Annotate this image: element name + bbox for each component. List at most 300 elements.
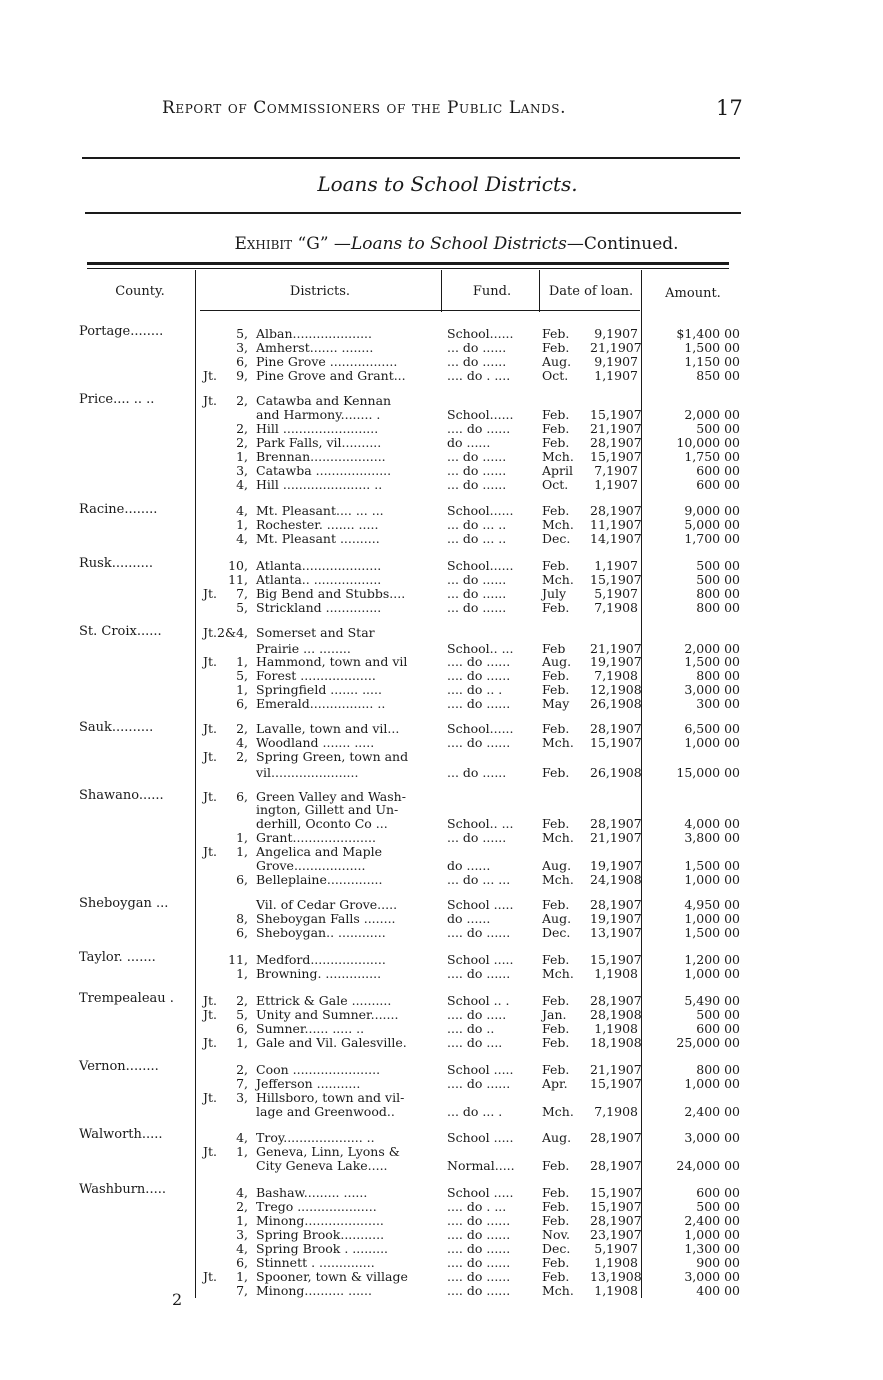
- table-row: [0, 394, 883, 408]
- cell-day: 5,1907: [594, 1241, 638, 1256]
- table-row: [0, 626, 883, 640]
- cell-month: Feb.: [542, 1021, 570, 1036]
- table-row: [0, 408, 883, 422]
- cell-jt: Jt.: [203, 749, 218, 764]
- table-row: [0, 1077, 883, 1091]
- table-row: [0, 1159, 883, 1173]
- table-row: [0, 341, 883, 355]
- cell-num: 6,: [236, 925, 248, 940]
- cell-fund: .... do ......: [447, 696, 511, 711]
- cell-jt: Jt.: [203, 1007, 218, 1022]
- table-row: [0, 559, 883, 573]
- table-row: [0, 655, 883, 669]
- cell-amount: 400 00: [696, 1283, 740, 1298]
- cell-day: 7,1908: [594, 600, 638, 615]
- cell-fund: .... do . ....: [447, 368, 511, 383]
- cell-num: 6,: [236, 696, 248, 711]
- cell-amount: 6,500 00: [684, 721, 740, 736]
- table-row: [0, 697, 883, 711]
- table-row: [0, 1145, 883, 1159]
- cell-month: Dec.: [542, 531, 571, 546]
- cell-amount: 1,500 00: [684, 925, 740, 940]
- county-taylor: Taylor. .......: [79, 950, 156, 965]
- cell-fund: .... do ......: [447, 735, 511, 750]
- cell-num: 4,: [236, 1185, 248, 1200]
- table-row: [0, 967, 883, 981]
- signature-mark: 2: [172, 1290, 183, 1309]
- cell-day: 23,1907: [590, 1227, 642, 1242]
- cell-amount: 2,000 00: [684, 407, 740, 422]
- cell-month: Feb.: [542, 1213, 570, 1228]
- cell-day: 12,1908: [590, 682, 642, 697]
- cell-amount: 25,000 00: [676, 1035, 740, 1050]
- table-row: [0, 601, 883, 615]
- cell-amount: 1,150 00: [684, 354, 740, 369]
- cell-amount: 300 00: [696, 696, 740, 711]
- cell-day: 1,1907: [594, 368, 638, 383]
- cell-month: Feb.: [542, 503, 570, 518]
- col-header-date: Date of loan.: [548, 284, 634, 299]
- cell-day: 15,1907: [590, 1199, 642, 1214]
- cell-num: 1,: [236, 1269, 248, 1284]
- cell-num: 8,: [236, 911, 248, 926]
- cell-day: 28,1908: [590, 1007, 642, 1022]
- cell-district: lage and Greenwood..: [256, 1104, 395, 1119]
- cell-fund: .... do ......: [447, 1283, 511, 1298]
- cell-fund: .... do . ...: [447, 1199, 507, 1214]
- cell-fund: ... do ......: [447, 830, 507, 845]
- cell-num: 5,: [236, 600, 248, 615]
- cell-num: 7,: [236, 586, 248, 601]
- cell-day: 5,1907: [594, 586, 638, 601]
- cell-district: Bashaw......... ......: [256, 1185, 368, 1200]
- cell-num: 1,: [236, 449, 248, 464]
- cell-fund: .... do ..: [447, 1021, 495, 1036]
- table-row: [0, 1242, 883, 1256]
- cell-district: Pine Grove .................: [256, 354, 398, 369]
- cell-district: Grove..................: [256, 858, 366, 873]
- cell-month: Feb.: [542, 668, 570, 683]
- cell-fund: ... do ......: [447, 600, 507, 615]
- cell-fund: .... do .. .: [447, 682, 503, 697]
- table-row: [0, 450, 883, 464]
- cell-fund: ... do ......: [447, 572, 507, 587]
- cell-fund: do ......: [447, 911, 491, 926]
- cell-district: Springfield ....... .....: [256, 682, 382, 697]
- cell-amount: 600 00: [696, 1021, 740, 1036]
- cell-day: 21,1907: [590, 641, 642, 656]
- section-title: Loans to School Districts.: [317, 172, 578, 196]
- table-row: [0, 722, 883, 736]
- cell-amount: 3,000 00: [684, 1130, 740, 1145]
- cell-fund: School .....: [447, 1062, 514, 1077]
- cell-district: Trego ....................: [256, 1199, 377, 1214]
- table-row: [0, 736, 883, 750]
- cell-district: ington, Gillett and Un-: [256, 802, 399, 817]
- cell-num: 5,: [236, 1007, 248, 1022]
- cell-amount: 1,000 00: [684, 1076, 740, 1091]
- cell-fund: School......: [447, 503, 514, 518]
- table-row: [0, 831, 883, 845]
- cell-num: 3,: [236, 1090, 248, 1105]
- cell-day: 28,1907: [590, 1130, 642, 1145]
- cell-month: Aug.: [542, 858, 572, 873]
- cell-district: Catawba ...................: [256, 463, 392, 478]
- running-header-title: Report of Commissioners of the Public Lands.: [162, 98, 567, 118]
- county-rusk: Rusk..........: [79, 556, 154, 571]
- cell-fund: ... do ... ..: [447, 517, 507, 532]
- cell-amount: 2,000 00: [684, 641, 740, 656]
- cell-district: Strickland ..............: [256, 600, 382, 615]
- table-row: [0, 766, 883, 780]
- cell-district: Green Valley and Wash-: [256, 789, 406, 804]
- cell-num: 5,: [236, 668, 248, 683]
- cell-district: Medford...................: [256, 952, 386, 967]
- cell-num: 7,: [236, 1283, 248, 1298]
- cell-num: 1,: [236, 966, 248, 981]
- cell-fund: School.. ...: [447, 816, 514, 831]
- cell-district: Hill ...................... ..: [256, 477, 383, 492]
- cell-num: 6,: [236, 354, 248, 369]
- cell-jt: Jt.: [203, 844, 218, 859]
- cell-fund: .... do ......: [447, 1241, 511, 1256]
- cell-day: 11,1907: [590, 517, 642, 532]
- cell-amount: 600 00: [696, 477, 740, 492]
- cell-month: Mch.: [542, 1283, 574, 1298]
- cell-district: Mt. Pleasant ..........: [256, 531, 380, 546]
- cell-month: Mch.: [542, 872, 574, 887]
- table-top-rule: [87, 262, 729, 265]
- cell-amount: 1,000 00: [684, 735, 740, 750]
- cell-month: July: [542, 586, 567, 601]
- exhibit-prefix: Exhibit “G” —: [234, 234, 351, 254]
- cell-day: 28,1907: [590, 897, 642, 912]
- cell-day: 14,1907: [590, 531, 642, 546]
- cell-district: Mt. Pleasant.... ... ...: [256, 503, 384, 518]
- cell-amount: 2,400 00: [684, 1104, 740, 1119]
- cell-month: Feb.: [542, 326, 570, 341]
- cell-district: Hill ........................: [256, 421, 379, 436]
- cell-day: 1,1908: [594, 1021, 638, 1036]
- cell-jt: Jt.: [203, 1035, 218, 1050]
- table-row: [0, 994, 883, 1008]
- cell-amount: 3,800 00: [684, 830, 740, 845]
- table-row: [0, 1284, 883, 1298]
- cell-num: 10,: [228, 558, 248, 573]
- cell-amount: 800 00: [696, 1062, 740, 1077]
- cell-district: vil......................: [256, 765, 359, 780]
- cell-day: 15,1907: [590, 572, 642, 587]
- cell-day: 28,1907: [590, 1158, 642, 1173]
- cell-fund: ... do ......: [447, 586, 507, 601]
- cell-amount: 24,000 00: [676, 1158, 740, 1173]
- cell-fund: School .....: [447, 897, 514, 912]
- table-row: [0, 422, 883, 436]
- cell-jt: Jt.: [203, 721, 218, 736]
- cell-month: Feb.: [542, 1158, 570, 1173]
- cell-district: Minong.......... ......: [256, 1283, 372, 1298]
- cell-jt: Jt.: [203, 368, 218, 383]
- table-row: [0, 1214, 883, 1228]
- table-row: [0, 1091, 883, 1105]
- table-row: [0, 817, 883, 831]
- cell-day: 15,1907: [590, 1076, 642, 1091]
- cell-day: 21,1907: [590, 340, 642, 355]
- cell-district: Pine Grove and Grant...: [256, 368, 406, 383]
- cell-jt: Jt.: [203, 654, 218, 669]
- cell-amount: 1,500 00: [684, 858, 740, 873]
- cell-amount: 3,000 00: [684, 1269, 740, 1284]
- cell-district: Angelica and Maple: [256, 844, 383, 859]
- cell-month: Feb.: [542, 1269, 570, 1284]
- cell-month: Dec.: [542, 1241, 571, 1256]
- cell-num: 2,: [236, 721, 248, 736]
- cell-month: Feb.: [542, 993, 570, 1008]
- cell-district: Brennan...................: [256, 449, 386, 464]
- cell-num: 2,: [236, 749, 248, 764]
- cell-district: Hammond, town and vil: [256, 654, 408, 669]
- cell-day: 13,1907: [590, 925, 642, 940]
- cell-day: 26,1908: [590, 696, 642, 711]
- cell-day: 15,1907: [590, 1185, 642, 1200]
- cell-amount: 500 00: [696, 421, 740, 436]
- table-row: [0, 532, 883, 546]
- table-row: [0, 683, 883, 697]
- county-shawano: Shawano......: [79, 788, 164, 803]
- cell-district: Atlanta.. .................: [256, 572, 382, 587]
- cell-num: 2,: [236, 993, 248, 1008]
- cell-amount: 500 00: [696, 1199, 740, 1214]
- cell-district: Woodland ....... .....: [256, 735, 375, 750]
- cell-jt: Jt.: [203, 993, 218, 1008]
- county-sauk: Sauk..........: [79, 720, 154, 735]
- cell-amount: 1,500 00: [684, 654, 740, 669]
- cell-num: 1,: [236, 844, 248, 859]
- table-top-rule-thin: [87, 268, 729, 269]
- cell-num: 1,: [236, 1144, 248, 1159]
- cell-fund: School......: [447, 558, 514, 573]
- table-row: [0, 1131, 883, 1145]
- table-row: [0, 859, 883, 873]
- cell-fund: .... do ......: [447, 668, 511, 683]
- cell-day: 26,1908: [590, 765, 642, 780]
- cell-day: 1,1908: [594, 966, 638, 981]
- cell-amount: 4,000 00: [684, 816, 740, 831]
- cell-day: 19,1907: [590, 858, 642, 873]
- cell-amount: 1,500 00: [684, 340, 740, 355]
- cell-amount: 1,750 00: [684, 449, 740, 464]
- cell-fund: ... do ... ...: [447, 872, 511, 887]
- table-row: [0, 1036, 883, 1050]
- cell-month: Mch.: [542, 735, 574, 750]
- cell-month: Feb.: [542, 1035, 570, 1050]
- table-row: [0, 464, 883, 478]
- cell-month: Feb.: [542, 1062, 570, 1077]
- cell-month: May: [542, 696, 570, 711]
- cell-amount: 500 00: [696, 572, 740, 587]
- cell-jt: Jt.: [203, 586, 218, 601]
- cell-num: 1,: [236, 1035, 248, 1050]
- cell-district: Spring Green, town and: [256, 749, 409, 764]
- cell-month: April: [542, 463, 573, 478]
- cell-day: 15,1907: [590, 735, 642, 750]
- cell-month: Feb.: [542, 721, 570, 736]
- table-row: [0, 926, 883, 940]
- cell-num: 2,: [236, 435, 248, 450]
- cell-num: 1,: [236, 1213, 248, 1228]
- table-row: [0, 1022, 883, 1036]
- cell-month: Aug.: [542, 911, 572, 926]
- cell-month: Feb.: [542, 421, 570, 436]
- cell-fund: do ......: [447, 858, 491, 873]
- cell-num: 5,: [236, 326, 248, 341]
- cell-month: Feb.: [542, 435, 570, 450]
- cell-fund: School......: [447, 326, 514, 341]
- cell-day: 13,1908: [590, 1269, 642, 1284]
- cell-amount: 1,000 00: [684, 911, 740, 926]
- cell-month: Aug.: [542, 354, 572, 369]
- cell-num: 6,: [236, 872, 248, 887]
- cell-fund: School.. ...: [447, 641, 514, 656]
- cell-fund: .... do ......: [447, 654, 511, 669]
- cell-amount: 500 00: [696, 1007, 740, 1022]
- cell-num: 11,: [228, 952, 248, 967]
- cell-district: Jefferson ...........: [256, 1076, 361, 1091]
- cell-fund: .... do ......: [447, 966, 511, 981]
- cell-amount: 1,200 00: [684, 952, 740, 967]
- cell-district: Minong....................: [256, 1213, 384, 1228]
- cell-num: 4,: [236, 503, 248, 518]
- cell-fund: .... do ......: [447, 1076, 511, 1091]
- cell-district: Vil. of Cedar Grove.....: [256, 897, 398, 912]
- page-number: 17: [716, 96, 743, 120]
- cell-day: 15,1907: [590, 952, 642, 967]
- cell-amount: 800 00: [696, 600, 740, 615]
- cell-month: Nov.: [542, 1227, 571, 1242]
- cell-month: Feb.: [542, 897, 570, 912]
- county-price: Price.... .. ..: [79, 392, 155, 407]
- cell-month: Aug.: [542, 654, 572, 669]
- table-row: [0, 1186, 883, 1200]
- cell-month: Feb: [542, 641, 566, 656]
- cell-fund: ... do ......: [447, 354, 507, 369]
- cell-day: 21,1907: [590, 1062, 642, 1077]
- cell-month: Mch.: [542, 449, 574, 464]
- cell-month: Feb.: [542, 600, 570, 615]
- cell-num: 2,: [236, 421, 248, 436]
- table-row: [0, 518, 883, 532]
- cell-amount: 500 00: [696, 558, 740, 573]
- table-row: [0, 436, 883, 450]
- table-row: [0, 912, 883, 926]
- cell-district: Spring Brook . .........: [256, 1241, 389, 1256]
- table-row: [0, 369, 883, 383]
- cell-day: 28,1907: [590, 721, 642, 736]
- table-row: [0, 355, 883, 369]
- cell-district: Hillsboro, town and vil-: [256, 1090, 405, 1105]
- cell-district: Ettrick & Gale ..........: [256, 993, 392, 1008]
- cell-num: 4,: [236, 1241, 248, 1256]
- cell-num: 2,: [236, 1199, 248, 1214]
- cell-num: 4,: [236, 531, 248, 546]
- table-row: [0, 1200, 883, 1214]
- table-row: [0, 642, 883, 656]
- cell-amount: 1,000 00: [684, 872, 740, 887]
- cell-district: Stinnett . ..............: [256, 1255, 375, 1270]
- cell-month: Feb.: [542, 765, 570, 780]
- cell-jt: Jt.2&4,: [203, 625, 249, 640]
- cell-district: Browning. ..............: [256, 966, 382, 981]
- cell-fund: ... do ......: [447, 463, 507, 478]
- cell-fund: School .. .: [447, 993, 510, 1008]
- cell-num: 9,: [236, 368, 248, 383]
- cell-day: 1,1907: [594, 477, 638, 492]
- county-washburn: Washburn.....: [79, 1182, 166, 1197]
- cell-num: 3,: [236, 463, 248, 478]
- cell-day: 28,1907: [590, 816, 642, 831]
- cell-day: 28,1907: [590, 503, 642, 518]
- cell-district: Park Falls, vil..........: [256, 435, 382, 450]
- cell-month: Feb.: [542, 407, 570, 422]
- cell-district: Unity and Sumner.......: [256, 1007, 399, 1022]
- cell-amount: 4,950 00: [684, 897, 740, 912]
- cell-amount: 900 00: [696, 1255, 740, 1270]
- cell-fund: School .....: [447, 1185, 514, 1200]
- cell-jt: Jt.: [203, 1090, 218, 1105]
- cell-day: 28,1907: [590, 1213, 642, 1228]
- cell-amount: 5,490 00: [684, 993, 740, 1008]
- cell-fund: ... do ......: [447, 477, 507, 492]
- cell-district: Spooner, town & village: [256, 1269, 408, 1284]
- cell-fund: .... do ......: [447, 421, 511, 436]
- cell-jt: Jt.: [203, 1269, 218, 1284]
- cell-day: 7,1908: [594, 668, 638, 683]
- cell-amount: 1,300 00: [684, 1241, 740, 1256]
- exhibit-name: Loans to School Districts: [350, 234, 567, 254]
- cell-district: Rochester. ....... .....: [256, 517, 379, 532]
- cell-day: 19,1907: [590, 654, 642, 669]
- cell-month: Mch.: [542, 572, 574, 587]
- cell-num: 1,: [236, 654, 248, 669]
- table-row: [0, 845, 883, 859]
- cell-day: 15,1907: [590, 407, 642, 422]
- cell-num: 1,: [236, 517, 248, 532]
- cell-jt: Jt.: [203, 393, 218, 408]
- top-rule: [82, 157, 740, 159]
- cell-month: Dec.: [542, 925, 571, 940]
- table-row: [0, 478, 883, 492]
- cell-num: 11,: [228, 572, 248, 587]
- cell-fund: .... do ......: [447, 925, 511, 940]
- cell-month: Feb.: [542, 952, 570, 967]
- cell-fund: School .....: [447, 952, 514, 967]
- cell-district: Forest ...................: [256, 668, 376, 683]
- cell-month: Mch.: [542, 517, 574, 532]
- cell-day: 7,1907: [594, 463, 638, 478]
- table-row: [0, 953, 883, 967]
- cell-district: Somerset and Star: [256, 625, 375, 640]
- cell-num: 4,: [236, 735, 248, 750]
- table-row: [0, 790, 883, 804]
- county-sheboygan: Sheboygan ...: [79, 896, 169, 911]
- cell-month: Mch.: [542, 966, 574, 981]
- table-row: [0, 1228, 883, 1242]
- cell-num: 2,: [236, 1062, 248, 1077]
- cell-day: 18,1908: [590, 1035, 642, 1050]
- cell-num: 6,: [236, 1255, 248, 1270]
- cell-district: Grant.....................: [256, 830, 376, 845]
- cell-num: 4,: [236, 477, 248, 492]
